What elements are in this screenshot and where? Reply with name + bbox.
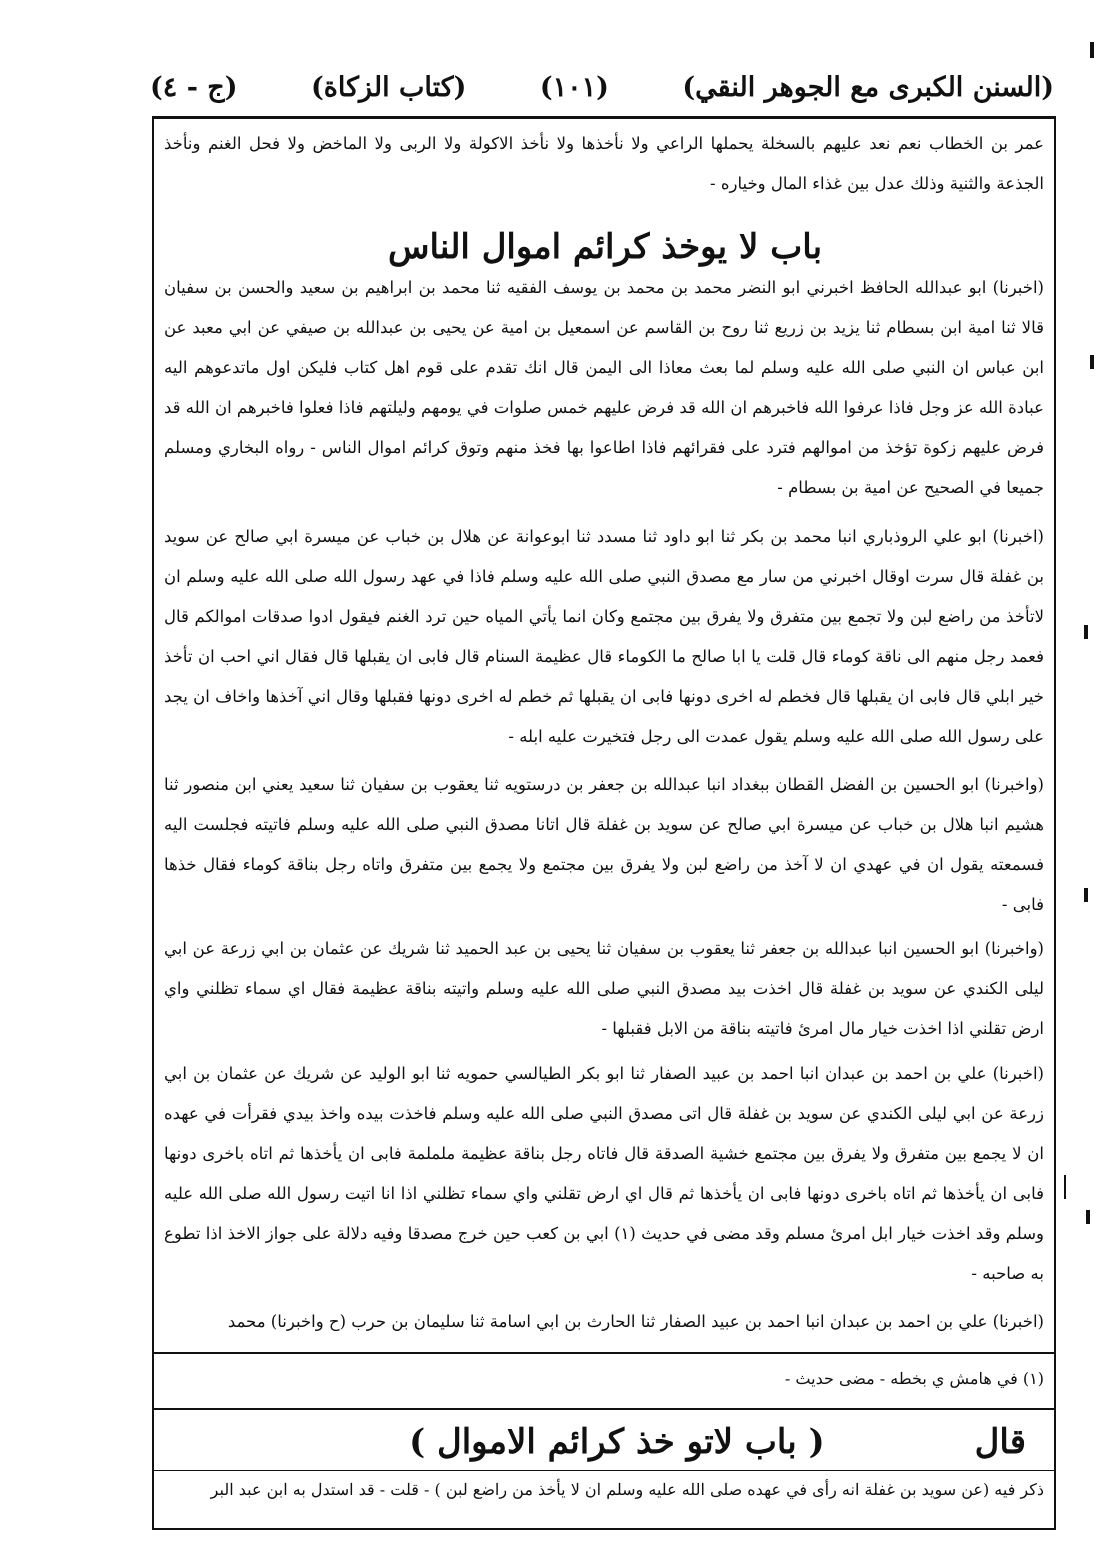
header-rule [152, 116, 1056, 119]
book-title: (السنن الكبرى مع الجوهر النقي) [682, 71, 1054, 103]
page-header [150, 62, 1054, 112]
chapter-title: باب لا يوخذ كرائم اموال الناس [387, 227, 823, 267]
commentary-rule-top [152, 1408, 1056, 1410]
frame-right [1054, 116, 1056, 1530]
margin-mark [1090, 42, 1094, 58]
hadith-paragraph: (اخبرنا) علي بن احمد بن عبدان انبا احمد بن عبيد الصفار ثنا الحارث بن ابي اسامة ثنا سليمان بن حرب (ح واخبرنا) محمد [227, 1312, 1044, 1331]
footnote: (١) في هامش ي بخطه - مضى حديث - [784, 1369, 1044, 1388]
margin-mark [1084, 888, 1088, 902]
page-number: (١٠١) [539, 71, 609, 103]
commentary-chapter-title: ( باب لاتو خذ كرائم الاموال ) [409, 1422, 825, 1462]
commentary-qal: قال [974, 1422, 1026, 1462]
frame-bottom [152, 1528, 1056, 1530]
hadith-paragraph: (اخبرنا) علي بن احمد بن عبدان انبا احمد بن عبيد الصفار ثنا ابو بكر الطيالسي حمويه ثنا ابو الوليد عن شريك عن عثمان بن ابي زرعة عن ابي ليلى الكندي عن سويد بن غفلة قال اتى مصدق النبي صلى الله عليه وسلم فاخذت بيده واخذ بيدي فقرأت في عهده ان لا يجمع بين متفرق ولا يفرق بين مجتمع خشية الصدقة قال فاتاه رجل بناقة عظيمة ململمة فابى ان يأخذها ثم اتاه باخرى دونها فابى ان يأخذها ثم اتاه باخرى دونها فابى ان يأخذها ثم قال اي ارض تقلني واي سماء تظلني اذا انا اتيت رسول الله صلى الله عليه وسلم وقد اخذت خيار ابل امرئ مسلم وقد مضى في حديث (١) ابي بن كعب حين خرج مصدقا وفيه دلالة على جواز الاخذ اذا تطوع به صاحبه - [164, 1064, 1044, 1283]
margin-mark [1084, 625, 1088, 639]
hadith-paragraph: (اخبرنا) ابو علي الروذباري انبا محمد بن بكر ثنا ابو داود ثنا مسدد ثنا ابوعوانة عن هلال بن خباب عن ميسرة ابي صالح عن سويد بن غفلة قال سرت اوقال اخبرني من سار مع مصدق النبي صلى الله عليه وسلم فاذا في عهد رسول الله صلى الله عليه وسلم ان لاتأخذ من راضع لبن ولا تجمع بين متفرق ولا يفرق بين مجتمع وكان انما يأتي المياه حين ترد الغنم فيقول ادوا صدقات اموالكم قال فعمد رجل منهم الى ناقة كوماء قال قلت يا ابا صالح ما الكوماء قال عظيمة السنام قال فابى ان يقبلها قال فقال اني احب ان تأخذ خير ابلي قال فابى ان يقبلها قال فخطم له اخرى دونها فابى ان يقبلها ثم خطم له اخرى دونها فقبلها وقال اني آخذها واخاف ان يجد على رسول الله صلى الله عليه وسلم يقول عمدت الى رجل فتخيرت عليه ابله - [164, 527, 1044, 746]
margin-mark [1086, 1210, 1090, 1224]
hadith-paragraph: (واخبرنا) ابو الحسين انبا عبدالله بن جعفر ثنا يعقوب بن سفيان ثنا يحيى بن عبد الحميد ثنا شريك عن عثمان بن ابي زرعة عن ابي ليلى الكندي عن سويد بن غفلة قال اخذت بيد مصدق النبي صلى الله عليه وسلم واتيته بناقة عظيمة فقال اي سماء تظلني واي ارض تقلني اذا اخذت خيار مال امرئ فاتيته بناقة من الابل فقبلها - [164, 939, 1044, 1038]
margin-mark [1064, 1175, 1066, 1199]
section-title: (كتاب الزكاة) [310, 71, 467, 103]
volume-label: (ج - ٤) [150, 71, 238, 103]
commentary-text: ذكر فيه (عن سويد بن غفلة انه رأى في عهده صلى الله عليه وسلم ان لا يأخذ من راضع لبن ) - قلت - قد استدل به ابن عبد البر [210, 1480, 1044, 1499]
hadith-paragraph: (اخبرنا) ابو عبدالله الحافظ اخبرني ابو النضر محمد بن محمد بن يوسف الفقيه ثنا محمد بن ابراهيم بن سعيد والحسن بن سفيان قالا ثنا امية ابن بسطام ثنا يزيد بن زريع ثنا روح بن القاسم عن اسمعيل بن امية عن يحيى بن عبدالله بن صيفي عن ابي معبد عن ابن عباس ان النبي صلى الله عليه وسلم لما بعث معاذا الى اليمن قال انك تقدم على قوم اهل كتاب فليكن اول ماتدعوهم اليه عبادة الله عز وجل فاذا عرفوا الله فاخبرهم ان الله قد فرض عليهم خمس صلوات في يومهم وليلتهم فاذا فعلوا فاخبرهم ان الله قد فرض عليهم زكوة تؤخذ من اموالهم فترد على فقرائهم فاذا اطاعوا بها فخذ منهم وتوق كرائم اموال الناس - رواه البخاري ومسلم جميعا في الصحيح عن امية بن بسطام - [164, 278, 1044, 497]
footnote-rule [152, 1352, 1056, 1354]
hadith-paragraph: (واخبرنا) ابو الحسين بن الفضل القطان ببغداد انبا عبدالله بن جعفر بن درستويه ثنا يعقوب بن سفيان ثنا سعيد يعني ابن منصور ثنا هشيم انبا هلال بن خباب عن ميسرة ابي صالح عن سويد بن غفلة قال اتانا مصدق النبي صلى الله عليه وسلم فاتيته فجلست اليه فسمعته يقول ان في عهدي ان لا آخذ من راضع لبن ولا يفرق بين مجتمع ولا يجمع بين متفرق واتاه رجل بناقة كوماء فقال خذها فابى - [164, 775, 1044, 914]
frame-left [152, 116, 154, 1530]
margin-mark [1090, 355, 1094, 369]
intro-text: عمر بن الخطاب نعم نعد عليهم بالسخلة يحملها الراعي ولا نأخذها ولا نأخذ الاكولة ولا الربى ولا الماخض ولا فحل الغنم ونأخذ الجذعة والثنية وذلك عدل بين غذاء المال وخياره - [164, 134, 1044, 193]
commentary-heading [170, 1412, 1040, 1472]
